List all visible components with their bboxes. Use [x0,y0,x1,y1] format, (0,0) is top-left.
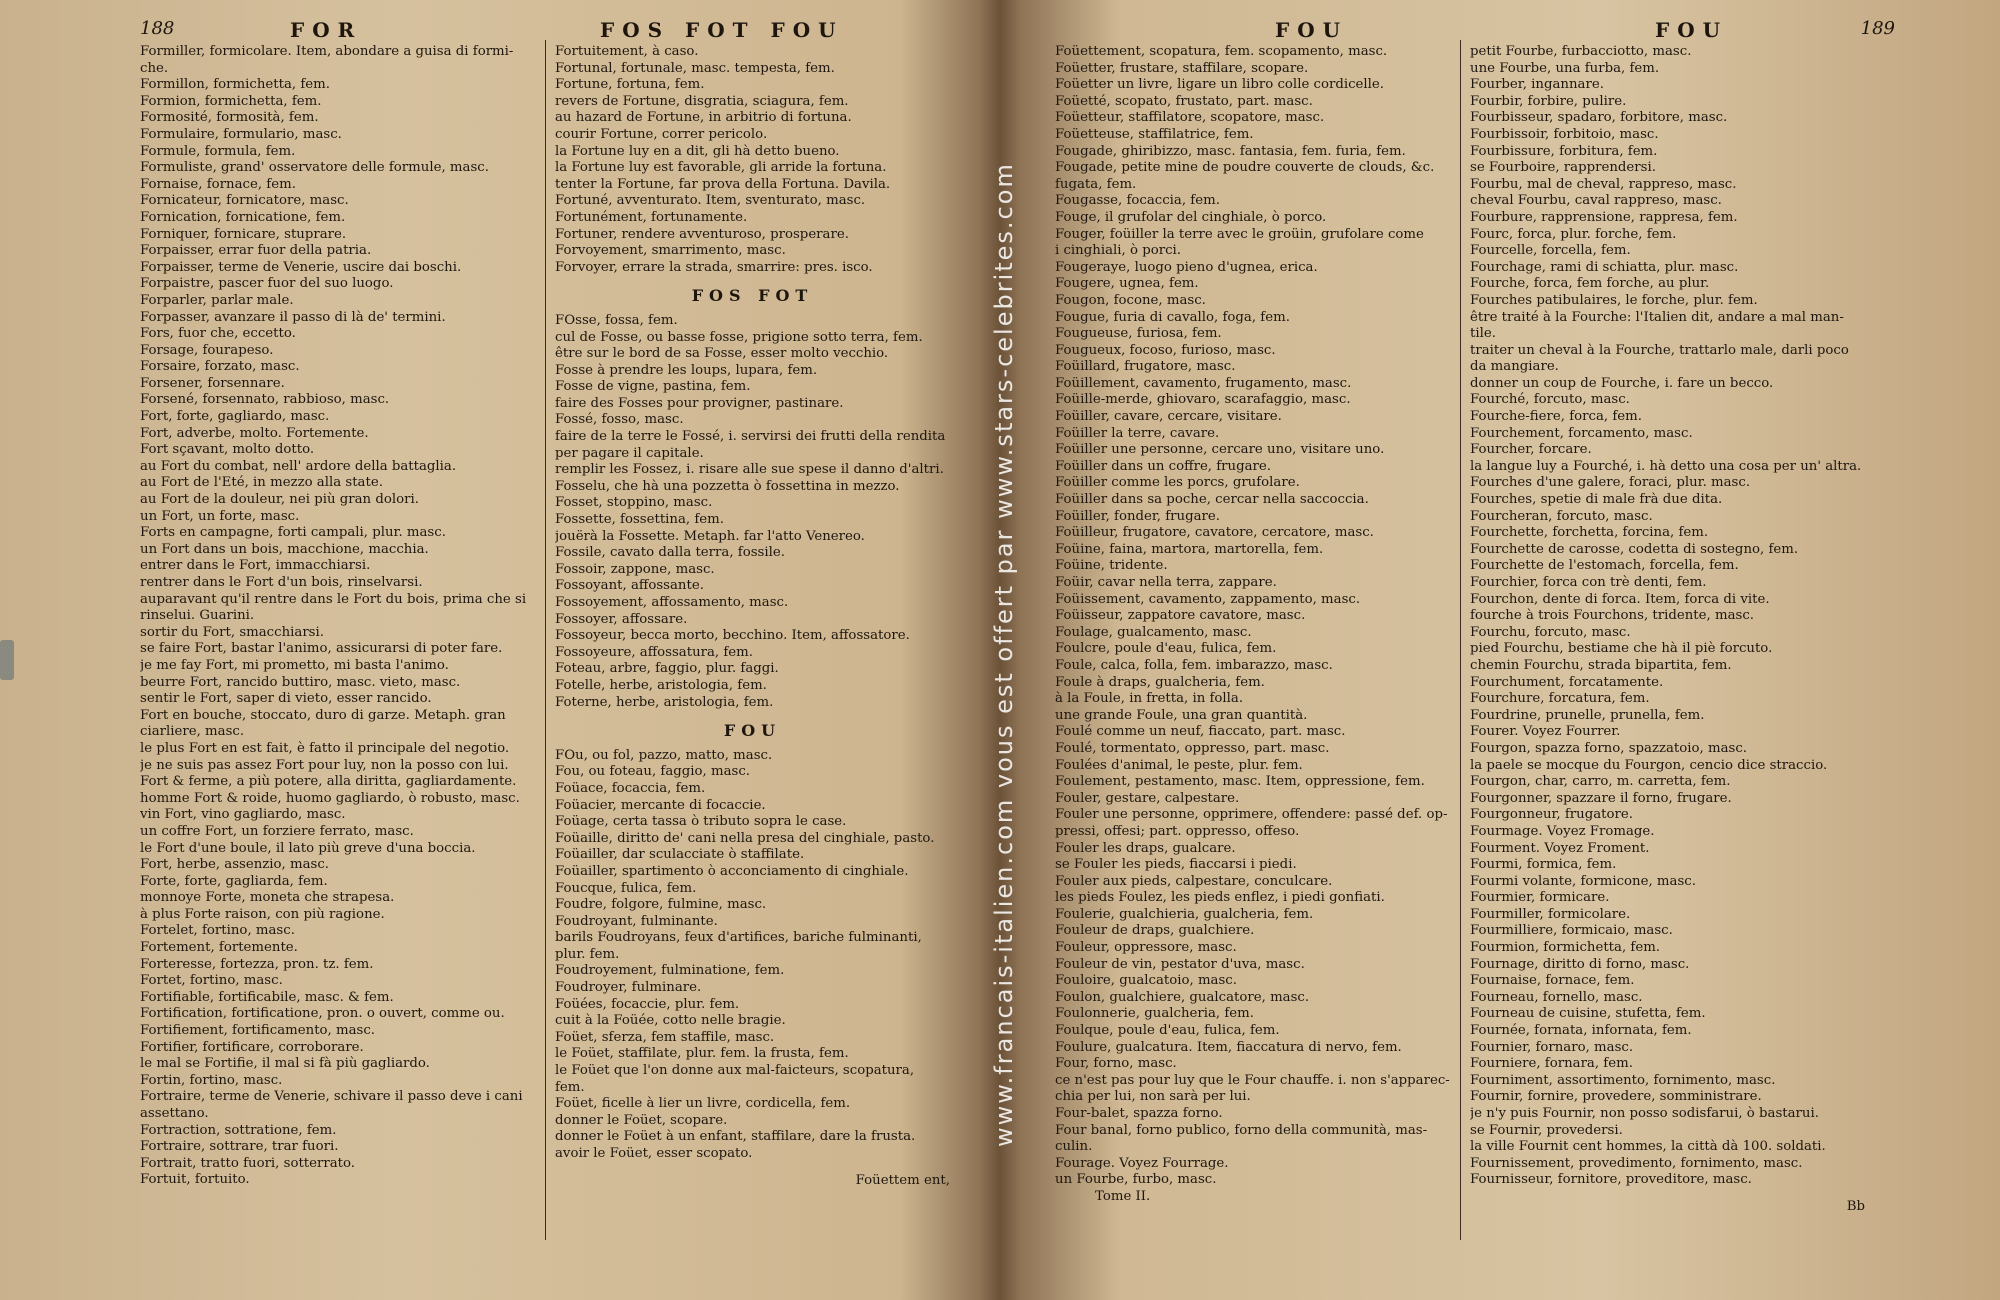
dictionary-entry: Fossoyer, affossare. [555,611,688,627]
dictionary-entry: Fourmion, formichetta, fem. [1470,940,1661,956]
dictionary-entry: Fourche, forca, fem forche, au plur. [1470,276,1710,292]
dictionary-entry: traiter un cheval à la Fourche, trattarlo male, darli poco [1470,342,1849,358]
dictionary-entry: Foüiller, cavare, cercare, visitare. [1055,409,1282,425]
dictionary-entry: se Fournir, provedersi. [1470,1122,1623,1138]
left-column-2 [555,44,950,1259]
dictionary-entry: Foucque, fulica, fem. [555,880,697,896]
dictionary-entry: je n'y puis Fournir, non posso sodisfarui, ò bastarui. [1470,1106,1819,1121]
dictionary-entry: Foüiller dans un coffre, frugare. [1055,458,1271,474]
dictionary-entry: Fourgonneur, frugatore. [1470,807,1633,823]
dictionary-entry: chia per lui, non sarà per lui. [1055,1089,1251,1105]
dictionary-entry: per pagare il capitale. [555,445,704,461]
dictionary-entry: Foteau, arbre, faggio, plur. faggi. [555,661,779,677]
dictionary-entry: être sur le bord de sa Fosse, esser molto vecchio. [555,346,889,362]
dictionary-entry: un Fourbe, furbo, masc. [1055,1172,1217,1188]
dictionary-entry: un coffre Fort, un forziere ferrato, masc. [140,823,414,839]
dictionary-entry: plur. fem. [555,946,620,962]
dictionary-entry: Fort, adverbe, molto. Fortemente. [140,425,369,441]
dictionary-entry: le Foüet que l'on donne aux mal-faicteurs, scopatura, [555,1063,915,1079]
dictionary-entry: le Foüet, staffilate, plur. fem. la frusta, fem. [555,1046,849,1062]
dictionary-entry: Forpaisser, errar fuor della patria. [140,243,372,259]
running-head-left: FOR [290,18,363,42]
dictionary-entry: Fortet, fortino, masc. [140,973,283,989]
dictionary-entry: Forsage, fourapeso. [140,342,274,358]
dictionary-entry: être traité à la Fourche: l'Italien dit, andare a mal man- [1470,309,1844,325]
dictionary-entry: Fortuitement, à caso. [555,44,699,59]
right-column-1 [1055,44,1450,1259]
right-page [1055,10,1895,1275]
running-head-right-col2: FOU [1655,18,1729,42]
dictionary-entry: Fossette, fossettina, fem. [555,512,724,528]
dictionary-entry: Fourgonner, spazzare il forno, frugare. [1470,790,1732,806]
dictionary-entry: Fort, forte, gagliardo, masc. [140,409,330,425]
dictionary-entry: une Fourbe, una furba, fem. [1470,60,1660,76]
dictionary-entry: Fortuit, fortuito. [140,1172,250,1188]
dictionary-entry: Foulées d'animal, le peste, plur. fem. [1055,757,1303,773]
dictionary-entry: Fort & ferme, a più potere, alla diritta, gagliardamente. [140,774,517,790]
dictionary-entry: le Fort d'une boule, il lato più greve d'una boccia. [140,840,476,856]
page-number-right: 189 [1860,18,1895,39]
dictionary-entry: Fort sçavant, molto dotto. [140,442,315,458]
dictionary-entry: Fornaise, fornace, fem. [140,176,296,192]
section-head-fou: FOU [723,721,782,741]
dictionary-entry: Foüées, focaccie, plur. fem. [555,996,740,1012]
dictionary-entry: Fourc, forca, plur. forche, fem. [1470,226,1677,242]
page-number-left: 188 [140,18,175,39]
dictionary-entry: Fortrait, tratto fuori, sotterrato. [140,1155,356,1171]
dictionary-entry: ciarliere, masc. [140,724,245,740]
dictionary-entry: Fortunal, fortunale, masc. tempesta, fem. [555,60,835,76]
dictionary-entry: le mal se Fortifie, il mal si fà più gagliardo. [140,1056,430,1072]
dictionary-entry: les pieds Foulez, les pieds enflez, i piedi gonfiati. [1055,890,1385,906]
dictionary-entry: Foüetter un livre, ligare un libro colle cordicelle. [1055,77,1385,93]
dictionary-entry: Fosset, stoppino, masc. [555,495,713,511]
dictionary-entry: Fourniere, fornara, fem. [1470,1056,1633,1072]
dictionary-entry: avoir le Foüet, esser scopato. [555,1146,753,1161]
dictionary-entry: Fourché, forcuto, masc. [1470,392,1630,408]
dictionary-entry: Four, forno, masc. [1055,1056,1177,1072]
dictionary-entry: Fortin, fortino, masc. [140,1072,283,1088]
dictionary-entry: Foudre, folgore, fulmine, masc. [555,897,767,913]
watermark-text: www.francais-italien.com vous est offert par www.stars-celebrites.com [990,162,1018,1148]
dictionary-entry: Fourches patibulaires, le forche, plur. fem. [1470,292,1758,308]
running-head-left-col2: FOS FOT FOU [600,18,844,42]
dictionary-entry: Forteresse, fortezza, pron. tz. fem. [140,956,374,972]
dictionary-entry: un Fort, un forte, masc. [140,508,300,524]
tome-label: Tome II. [1095,1188,1151,1204]
dictionary-entry: Foüetté, scopato, frustato, part. masc. [1055,93,1313,109]
dictionary-entry: Fourmi volante, formicone, masc. [1470,873,1696,889]
dictionary-entry: Fors, fuor che, eccetto. [140,326,296,342]
dictionary-entry: Fourmi, formica, fem. [1470,857,1617,873]
dictionary-entry: pied Fourchu, bestiame che hà il piè forcuto. [1470,641,1773,657]
dictionary-entry: Fouge, il grufolar del cinghiale, ò porco. [1055,209,1327,225]
dictionary-entry: cul de Fosse, ou basse fosse, prigione sotto terra, fem. [555,329,923,345]
dictionary-entry: à plus Forte raison, con più ragione. [140,906,385,922]
dictionary-entry: Foüiller la terre, cavare. [1055,425,1220,441]
dictionary-entry: la Fortune luy est favorable, gli arride la fortuna. [555,160,887,176]
dictionary-entry: Fougue, furia di cavallo, foga, fem. [1055,309,1290,325]
dictionary-entry: Foüilleur, frugatore, cavatore, cercatore, masc. [1055,525,1374,541]
dictionary-entry: Fouler les draps, gualcare. [1055,840,1236,856]
dictionary-entry: Foulonnerie, gualcheria, fem. [1055,1006,1255,1022]
dictionary-entry: Fournée, fornata, infornata, fem. [1470,1023,1692,1039]
dictionary-entry: Formule, formula, fem. [140,143,296,159]
dictionary-entry: Fortuné, avventurato. Item, sventurato, masc. [555,193,866,209]
dictionary-entry: tenter la Fortune, far prova della Fortuna. Davila. [555,176,891,192]
dictionary-entry: Foudroyer, fulminare. [555,980,702,996]
dictionary-entry: Fourmage. Voyez Fromage. [1470,823,1655,839]
dictionary-entry: Fouger, foüiller la terre avec le groüin, grufolare come [1055,226,1424,242]
dictionary-entry: Foüisseur, zappatore cavatore, masc. [1055,608,1306,624]
dictionary-entry: la Fortune luy en a dit, gli hà detto bueno. [555,143,840,159]
dictionary-entry: Fornication, fornicatione, fem. [140,209,346,225]
dictionary-entry: Foulé, tormentato, oppresso, part. masc. [1055,740,1330,756]
dictionary-entry: Fougere, ugnea, fem. [1055,276,1199,292]
running-head-right-col1: FOU [1275,18,1349,42]
dictionary-entry: Foule à draps, gualcheria, fem. [1055,674,1265,690]
dictionary-entry: Forvoyer, errare la strada, smarrire: pres. isco. [555,259,873,275]
dictionary-entry: Foule, calca, folla, fem. imbarazzo, masc. [1055,657,1333,673]
dictionary-entry: Foüettement, scopatura, fem. scopamento, masc. [1055,44,1388,59]
dictionary-entry: Forpaisser, terme de Venerie, uscire dai boschi. [140,259,462,275]
dictionary-entry: se faire Fort, bastar l'animo, assicurarsi di poter fare. [140,641,503,657]
book-clasp [0,640,14,680]
dictionary-entry: Foüillement, cavamento, frugamento, masc. [1055,375,1352,391]
dictionary-entry: barils Foudroyans, feux d'artifices, bariche fulminanti, [555,930,922,946]
dictionary-entry: Fossoyant, affossante. [555,578,704,594]
dictionary-entry: Fougeraye, luogo pieno d'ugnea, erica. [1055,259,1318,275]
dictionary-entry: Fourbissure, forbitura, fem. [1470,143,1658,159]
dictionary-entry: Forsener, forsennare. [140,375,285,391]
dictionary-entry: Fort en bouche, stoccato, duro di garze. Metaph. gran [140,707,506,723]
dictionary-entry: Fournissement, provedimento, fornimento, masc. [1470,1155,1803,1171]
dictionary-entry: Fourgon, spazza forno, spazzatoio, masc. [1470,740,1747,756]
dictionary-entry: Foüage, certa tassa ò tributo sopra le case. [555,814,847,830]
dictionary-entry: Foüetteur, staffilatore, scopatore, masc. [1055,110,1325,126]
dictionary-entry: Foulement, pestamento, masc. Item, oppressione, fem. [1055,774,1425,790]
dictionary-entry: Fotelle, herbe, aristologia, fem. [555,677,767,693]
dictionary-entry: Fourneau, fornello, masc. [1470,989,1643,1005]
dictionary-entry: Fourchure, forcatura, fem. [1470,691,1650,707]
dictionary-entry: se Fouler les pieds, fiaccarsi i piedi. [1055,857,1297,873]
dictionary-entry: Fortifiement, fortificamento, masc. [140,1023,376,1039]
dictionary-entry: Fourer. Voyez Fourrer. [1470,724,1621,740]
dictionary-entry: homme Fort & roide, huomo gagliardo, ò robusto, masc. [140,790,520,806]
dictionary-entry: Fort, herbe, assenzio, masc. [140,857,330,873]
dictionary-entry: Forvoyement, smarrimento, masc. [555,243,786,259]
dictionary-entry: Fouler une personne, opprimere, offendere: passé def. op- [1055,807,1448,823]
dictionary-entry: fem. [555,1079,585,1095]
dictionary-entry: Foüille-merde, ghiovaro, scarafaggio, masc. [1055,392,1351,408]
dictionary-entry: Fourchier, forca con trè denti, fem. [1470,575,1707,590]
dictionary-entry: Fourbu, mal de cheval, rappreso, masc. [1470,176,1737,192]
dictionary-entry: Fourdrine, prunelle, prunella, fem. [1470,707,1705,723]
dictionary-entry: Forte, forte, gagliarda, fem. [140,873,328,889]
dictionary-entry: Foterne, herbe, aristologia, fem. [555,694,774,710]
dictionary-entry: Formosité, formosità, fem. [140,110,319,126]
dictionary-entry: Fortunément, fortunamente. [555,209,748,225]
dictionary-entry: Fortement, fortemente. [140,940,298,956]
section-head-fos-fot: FOS FOT [691,286,814,306]
dictionary-entry: Fourchette de carosse, codetta di sostegno, fem. [1470,541,1799,557]
dictionary-entry: Formion, formichetta, fem. [140,93,322,109]
dictionary-entry: Fourcher, forcare. [1470,442,1592,458]
dictionary-entry: Foüetter, frustare, staffilare, scopare. [1055,60,1309,76]
dictionary-entry: courir Fortune, correr pericolo. [555,126,768,142]
dictionary-entry: Foüine, faina, martora, martorella, fem. [1055,541,1324,557]
dictionary-entry: Four-balet, spazza forno. [1055,1106,1223,1121]
dictionary-entry: je me fay Fort, mi prometto, mi basta l'animo. [140,657,449,673]
dictionary-entry: Fossoyeur, becca morto, becchino. Item, affossatore. [555,628,910,644]
dictionary-entry: Fourche-fiere, forca, fem. [1470,409,1642,425]
dictionary-entry: Foulé comme un neuf, fiaccato, part. masc. [1055,724,1346,740]
dictionary-entry: Foulque, poule d'eau, fulica, fem. [1055,1023,1280,1039]
dictionary-entry: donner un coup de Fourche, i. fare un becco. [1470,375,1774,391]
dictionary-entry: Foüaille, diritto de' cani nella presa del cinghiale, pasto. [555,830,935,846]
dictionary-entry: Foüiller comme les porcs, grufolare. [1055,475,1300,491]
dictionary-entry: remplir les Fossez, i. risare alle sue spese il danno d'altri. [555,462,944,478]
dictionary-entry: Foüetteuse, staffilatrice, fem. [1055,126,1254,142]
dictionary-entry: i cinghiali, ò porci. [1055,243,1181,259]
dictionary-entry: Foulon, gualchiere, gualcatore, masc. [1055,989,1310,1005]
dictionary-entry: Forniquer, fornicare, stuprare. [140,226,347,242]
dictionary-entry: Fougon, focone, masc. [1055,292,1206,308]
dictionary-entry: Fougasse, focaccia, fem. [1055,193,1220,209]
dictionary-entry: Foüir, cavar nella terra, zappare. [1055,575,1277,590]
dictionary-entry: assettano. [140,1106,209,1121]
dictionary-entry: beurre Fort, rancido buttiro, masc. vieto, masc. [140,674,461,690]
dictionary-entry: rentrer dans le Fort d'un bois, rinselvarsi. [140,575,423,590]
dictionary-entry: Four banal, forno publico, forno della communità, mas- [1055,1122,1428,1138]
dictionary-entry: Fossé, fosso, masc. [555,412,684,428]
dictionary-entry: Foulure, gualcatura. Item, fiaccatura di nervo, fem. [1055,1039,1402,1055]
dictionary-entry: faire de la terre le Fossé, i. servirsi dei frutti della rendita [555,429,946,445]
dictionary-entry: Fourchu, forcuto, masc. [1470,624,1631,640]
dictionary-entry: che. [140,60,169,76]
right-column-2 [1470,44,1865,1259]
dictionary-entry: Fouleur de vin, pestator d'uva, masc. [1055,956,1305,972]
dictionary-entry: rinselui. Guarini. [140,608,255,624]
dictionary-entry: Fournisseur, fornitore, proveditore, masc. [1470,1172,1752,1188]
dictionary-entry: Fourchette de l'estomach, forcella, fem. [1470,558,1739,574]
dictionary-entry: Foudroyant, fulminante. [555,913,718,929]
dictionary-entry: Fougade, ghiribizzo, masc. fantasia, fem. furia, fem. [1055,143,1406,159]
dictionary-entry: Fortification, fortificatione, pron. o ouvert, comme ou. [140,1006,505,1022]
dictionary-entry: Fouleur de draps, gualchiere. [1055,923,1255,939]
dictionary-entry: Fosse de vigne, pastina, fem. [555,379,751,395]
dictionary-entry: Fouler, gestare, calpestare. [1055,790,1240,806]
dictionary-entry: ce n'est pas pour luy que le Four chauffe. i. non s'apparec- [1055,1072,1450,1088]
dictionary-entry: Fourment. Voyez Froment. [1470,840,1650,856]
dictionary-entry: Fourber, ingannare. [1470,77,1604,93]
dictionary-entry: Formulaire, formulario, masc. [140,126,342,142]
dictionary-entry: cheval Fourbu, caval rappreso, masc. [1470,193,1722,209]
dictionary-entry: au Fort de l'Eté, in mezzo alla state. [140,475,383,491]
dictionary-entry: Fourmilliere, formicaio, masc. [1470,923,1673,939]
dictionary-entry: pressi, offesi; part. oppresso, offeso. [1055,823,1300,839]
dictionary-entry: Foüillard, frugatore, masc. [1055,359,1236,375]
dictionary-entry: Fougade, petite mine de poudre couverte de clouds, &c. [1055,160,1435,176]
column-rule [1460,40,1461,1240]
dictionary-entry: Fourmier, formicare. [1470,890,1610,906]
dictionary-entry: au Fort du combat, nell' ardore della battaglia. [140,458,457,474]
dictionary-entry: Foudroyement, fulminatione, fem. [555,963,785,979]
dictionary-entry: cuit à la Foüée, cotto nelle bragie. [555,1013,786,1029]
dictionary-entry: se Fourboire, rapprendersi. [1470,160,1656,176]
dictionary-entry: Forparler, parlar male. [140,292,294,308]
dictionary-entry: Fournage, diritto di forno, masc. [1470,956,1690,972]
left-page [140,10,980,1275]
dictionary-entry: Fouloire, gualcatoio, masc. [1055,973,1237,989]
dictionary-entry: Fourbissoir, forbitoio, masc. [1470,126,1659,142]
dictionary-entry: Formuliste, grand' osservatore delle formule, masc. [140,160,489,176]
dictionary-entry: une grande Foule, una gran quantità. [1055,707,1308,723]
dictionary-entry: au hazard de Fortune, in arbitrio di fortuna. [555,110,852,126]
dictionary-entry: Fourneau de cuisine, stufetta, fem. [1470,1006,1706,1022]
catchword-left: Foüettem ent, [855,1172,950,1188]
dictionary-entry: chemin Fourchu, strada bipartita, fem. [1470,657,1732,673]
dictionary-entry: Foüacier, mercante di focaccie. [555,797,766,813]
dictionary-entry: la ville Fournit cent hommes, la città dà 100. soldati. [1470,1139,1826,1155]
dictionary-entry: petit Fourbe, furbacciotto, masc. [1470,44,1692,59]
dictionary-entry: Fortuner, rendere avventuroso, prosperare. [555,226,849,242]
dictionary-entry: Fou, ou foteau, faggio, masc. [555,764,751,780]
signature-mark: Bb [1846,1198,1865,1214]
dictionary-entry: Fourmiller, formicolare. [1470,906,1631,922]
dictionary-entry: Foüace, focaccia, fem. [555,780,706,796]
dictionary-entry: Foüailler, spartimento ò acconciamento di cinghiale. [555,863,909,879]
dictionary-entry: à la Foule, in fretta, in folla. [1055,691,1244,707]
dictionary-entry: Fortifier, fortificare, corroborare. [140,1039,364,1055]
dictionary-entry: Foüine, tridente. [1055,558,1168,574]
dictionary-entry: Foulage, gualcamento, masc. [1055,624,1252,640]
dictionary-entry: donner le Foüet à un enfant, staffilare, dare la frusta. [555,1129,916,1145]
dictionary-entry: entrer dans le Fort, immacchiarsi. [140,558,371,574]
dictionary-entry: da mangiare. [1470,359,1559,375]
dictionary-entry: Fourcheran, forcuto, masc. [1470,508,1653,524]
dictionary-entry: Fourniment, assortimento, fornimento, masc. [1470,1072,1776,1088]
dictionary-entry: Fournier, fornaro, masc. [1470,1039,1634,1055]
left-column-1 [140,44,535,1259]
dictionary-entry: Fourchument, forcatamente. [1470,674,1664,690]
dictionary-entry: Fortraire, sottrare, trar fuori. [140,1139,339,1155]
dictionary-entry: Fortune, fortuna, fem. [555,77,705,93]
dictionary-entry: le plus Fort en est fait, è fatto il principale del negotio. [140,740,510,756]
dictionary-entry: la paele se mocque du Fourgon, cencio dice straccio. [1470,757,1828,773]
dictionary-entry: Fornicateur, fornicatore, masc. [140,193,349,209]
dictionary-entry: jouërà la Fossette. Metaph. far l'atto Venereo. [555,528,865,544]
dictionary-entry: Forsaire, forzato, masc. [140,359,300,375]
dictionary-entry: Foüissement, cavamento, zappamento, masc. [1055,591,1361,607]
dictionary-entry: Formiller, formicolare. Item, abondare a guisa di formi- [140,44,514,59]
dictionary-entry: culin. [1055,1139,1093,1155]
dictionary-entry: Fortraction, sottratione, fem. [140,1122,337,1138]
dictionary-entry: au Fort de la douleur, nei più gran dolori. [140,492,419,508]
dictionary-entry: Foüailler, dar sculacciate ò staffilate. [555,847,805,863]
dictionary-entry: Fourbure, rapprensione, rappresa, fem. [1470,209,1738,225]
dictionary-entry: Fourbisseur, spadaro, forbitore, masc. [1470,110,1728,126]
dictionary-entry: Forpaistre, pascer fuor del suo luogo. [140,276,394,292]
dictionary-entry: Forts en campagne, forti campali, plur. masc. [140,525,446,541]
dictionary-entry: Foulerie, gualchieria, gualcheria, fem. [1055,906,1314,922]
dictionary-entry: Fourbir, forbire, pulire. [1470,93,1627,109]
dictionary-entry: Foüiller, fonder, frugare. [1055,508,1220,524]
dictionary-entry: Foüet, ficelle à lier un livre, cordicella, fem. [555,1096,851,1112]
dictionary-entry: Foulcre, poule d'eau, fulica, fem. [1055,641,1277,657]
dictionary-entry: Fossoyeure, affossatura, fem. [555,644,754,660]
dictionary-entry: un Fort dans un bois, macchione, macchia. [140,541,429,557]
dictionary-entry: Fougueuse, furiosa, fem. [1055,326,1222,342]
dictionary-entry: fourche à trois Fourchons, tridente, masc. [1470,608,1754,624]
dictionary-entry: Fourchage, rami di schiatta, plur. masc. [1470,259,1739,275]
dictionary-entry: Fournaise, fornace, fem. [1470,973,1635,989]
dictionary-entry: Fosse à prendre les loups, lupara, fem. [555,362,818,378]
dictionary-entry: Fournir, fornire, provedere, somministrare. [1470,1089,1762,1105]
dictionary-entry: faire des Fosses pour provigner, pastinare. [555,395,844,411]
dictionary-entry: sentir le Fort, saper di vieto, esser rancido. [140,691,432,707]
dictionary-entry: Fosselu, che hà una pozzetta ò fossettina in mezzo. [555,478,900,494]
dictionary-entry: Fourchon, dente di forca. Item, forca di vite. [1470,591,1770,607]
dictionary-entry: auparavant qu'il rentre dans le Fort du bois, prima che si [140,591,527,607]
dictionary-entry: FOu, ou fol, pazzo, matto, masc. [555,747,773,763]
dictionary-entry: Fossoir, zappone, masc. [555,561,715,577]
dictionary-entry: Foüiller une personne, cercare uno, visitare uno. [1055,442,1385,458]
dictionary-entry: la langue luy a Fourché, i. hà detto una cosa per un' altra. [1470,458,1862,474]
dictionary-entry: Fourchement, forcamento, masc. [1470,425,1693,441]
dictionary-entry: Forpasser, avanzare il passo di là de' termini. [140,309,446,325]
dictionary-entry: Fouleur, oppressore, masc. [1055,940,1237,956]
dictionary-entry: donner le Foüet, scopare. [555,1112,728,1128]
dictionary-entry: Fougueux, focoso, furioso, masc. [1055,342,1276,358]
dictionary-entry: Fourchette, forchetta, forcina, fem. [1470,525,1709,541]
dictionary-entry: Foüiller dans sa poche, cercar nella saccoccia. [1055,492,1369,508]
dictionary-entry: revers de Fortune, disgratia, sciagura, fem. [555,93,849,109]
dictionary-entry: Fourgon, char, carro, m. carretta, fem. [1470,774,1731,790]
dictionary-entry: Fossile, cavato dalla terra, fossile. [555,545,785,561]
dictionary-entry: FOsse, fossa, fem. [555,312,678,328]
dictionary-entry: Fortraire, terme de Venerie, schivare il passo deve i cani [140,1089,523,1105]
dictionary-entry: Forsené, forsennato, rabbioso, masc. [140,392,390,408]
dictionary-entry: Fortelet, fortino, masc. [140,923,295,939]
dictionary-entry: Formillon, formichetta, fem. [140,77,330,93]
column-rule [545,40,546,1240]
dictionary-entry: je ne suis pas assez Fort pour luy, non la posso con lui. [140,757,509,773]
dictionary-entry: Fouler aux pieds, calpestare, conculcare. [1055,873,1333,889]
dictionary-entry: Fourches, spetie di male frà due dita. [1470,492,1723,508]
dictionary-entry: Fossoyement, affossamento, masc. [555,595,789,610]
dictionary-entry: vin Fort, vino gagliardo, masc. [140,807,346,823]
dictionary-entry: monnoye Forte, moneta che strapesa. [140,890,395,906]
dictionary-entry: Fourcelle, forcella, fem. [1470,243,1631,259]
dictionary-entry: tile. [1470,326,1496,342]
dictionary-entry: Foüet, sferza, fem staffile, masc. [555,1029,775,1045]
dictionary-entry: sortir du Fort, smacchiarsi. [140,624,324,640]
dictionary-entry: fugata, fem. [1055,176,1137,192]
dictionary-entry: Fourage. Voyez Fourrage. [1055,1155,1229,1171]
dictionary-entry: Fortifiable, fortificabile, masc. & fem. [140,989,394,1005]
dictionary-entry: Fourches d'une galere, foraci, plur. masc. [1470,475,1751,491]
